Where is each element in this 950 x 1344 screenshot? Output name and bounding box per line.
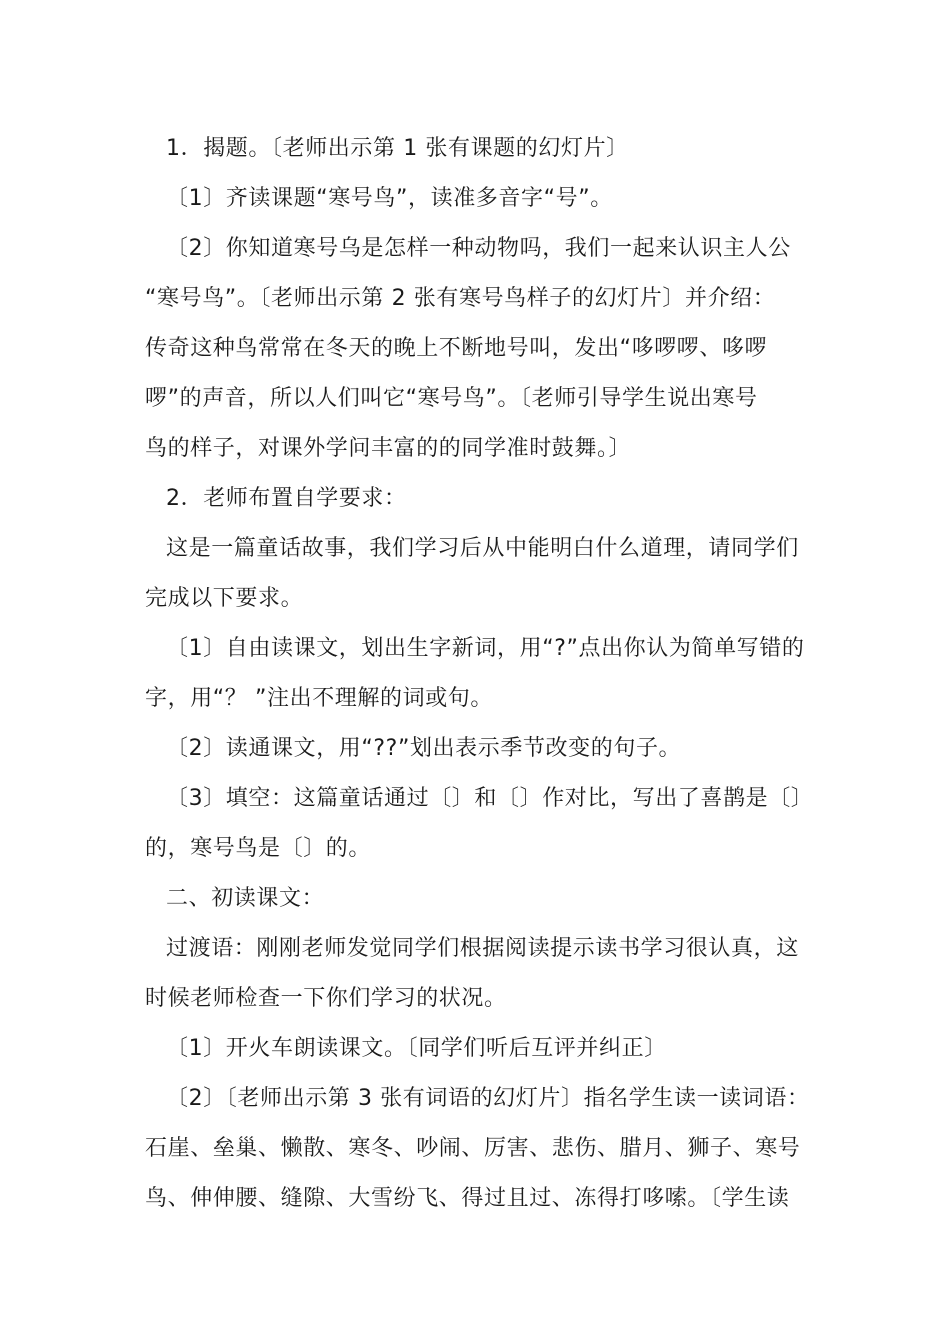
- paragraph-line: 〔2〕你知道寒号乌是怎样一种动物吗，我们一起来认识主人公: [166, 236, 791, 261]
- paragraph-line: 的，寒号鸟是〔〕的。: [145, 836, 372, 861]
- paragraph-line: 完成以下要求。: [145, 586, 304, 611]
- paragraph-line: 〔1〕自由读课文，划出生字新词，用“?”点出你认为简单写错的: [166, 636, 805, 661]
- section-heading: 二、初读课文：: [166, 886, 325, 911]
- paragraph-line: 〔2〕读通课文，用“??”划出表示季节改变的句子。: [166, 736, 682, 761]
- paragraph-line: 啰”的声音，所以人们叫它“寒号鸟”。〔老师引导学生说出寒号: [145, 386, 758, 411]
- paragraph-line: 这是一篇童话故事，我们学习后从中能明白什么道理，请同学们: [166, 536, 799, 561]
- paragraph-line: 时候老师检查一下你们学习的状况。: [145, 986, 507, 1011]
- paragraph-line: 鸟的样子，对课外学问丰富的的同学准时鼓舞。〕: [145, 436, 632, 461]
- paragraph-line: 鸟、伸伸腰、缝隙、大雪纷飞、得过且过、冻得打哆嗦。〔学生读: [145, 1186, 790, 1211]
- paragraph-line: 过渡语：刚刚老师发觉同学们根据阅读提示读书学习很认真，这: [166, 936, 799, 961]
- paragraph-line: 传奇这种鸟常常在冬天的晚上不断地号叫，发出“哆啰啰、哆啰: [145, 336, 768, 361]
- paragraph-line: 〔1〕开火车朗读课文。〔同学们听后互评并纠正〕: [166, 1036, 667, 1061]
- paragraph-line: 〔1〕齐读课题“寒号鸟”，读准多音字“号”。: [166, 186, 613, 211]
- paragraph-line: 1．揭题。〔老师出示第 1 张有课题的幻灯片〕: [166, 136, 629, 161]
- paragraph-line: 〔3〕填空：这篇童话通过〔〕和〔〕作对比，写出了喜鹊是〔〕: [166, 786, 814, 811]
- paragraph-line: 石崖、垒巢、懒散、寒冬、吵闹、厉害、悲伤、腊月、狮子、寒号: [145, 1136, 801, 1161]
- section-heading: 2．老师布置自学要求：: [166, 486, 407, 511]
- paragraph-line: “寒号鸟”。〔老师出示第 2 张有寒号鸟样子的幻灯片〕并介绍：: [145, 286, 776, 311]
- paragraph-line: 〔2〕〔老师出示第 3 张有词语的幻灯片〕指名学生读一读词语：: [166, 1086, 810, 1111]
- paragraph-line: 字，用“？ ”注出不理解的词或句。: [145, 686, 493, 711]
